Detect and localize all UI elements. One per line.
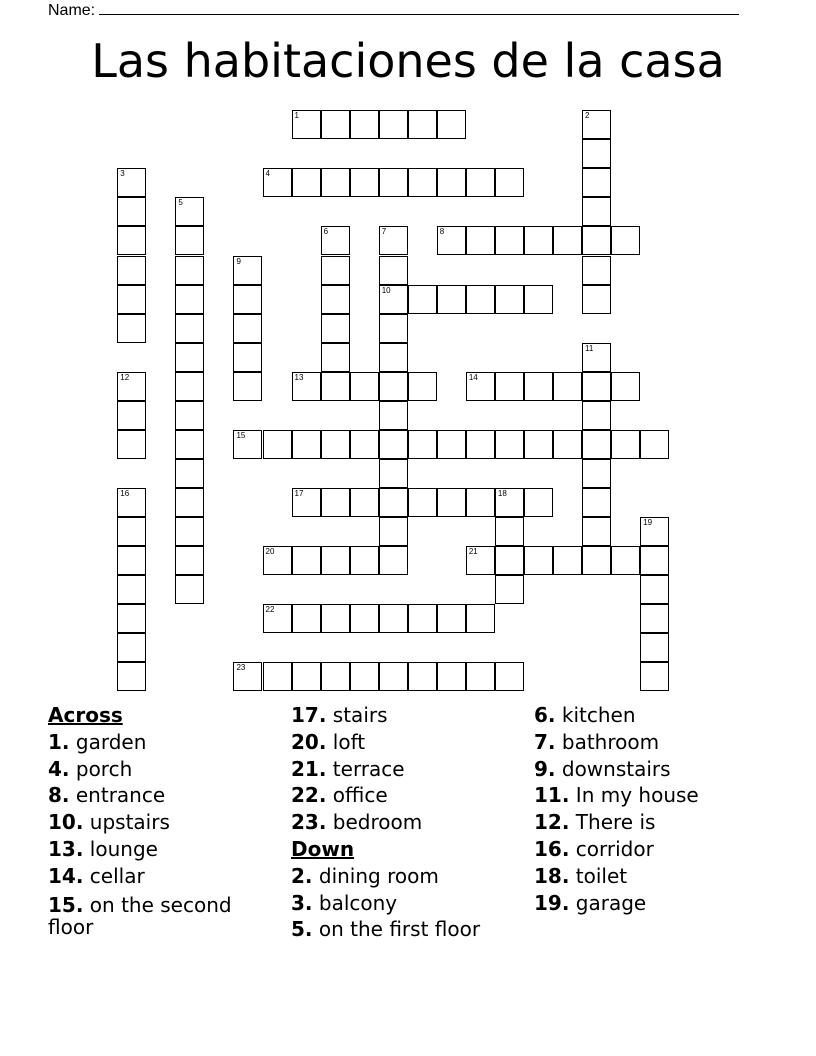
crossword-cell[interactable] [582,401,611,430]
crossword-cell[interactable] [117,401,146,430]
clue-number: 13 [294,372,304,382]
crossword-cell[interactable] [495,662,524,691]
crossword-cell[interactable] [117,633,146,662]
crossword-cell[interactable] [495,575,524,604]
crossword-cell[interactable] [263,168,292,197]
crossword-cell[interactable] [263,662,292,691]
crossword-cell[interactable] [117,488,146,517]
clue-number: 20 [265,547,275,556]
crossword-cell[interactable] [524,488,553,517]
crossword-cell[interactable] [321,604,350,633]
crossword-cell[interactable] [175,488,204,517]
crossword-cell[interactable] [117,430,146,459]
crossword-cell[interactable] [611,430,640,459]
clue-across: 17. stairs [291,703,388,727]
clue-number: 6 [323,227,329,237]
crossword-cell[interactable] [292,110,321,139]
crossword-cell[interactable] [466,430,495,459]
page-title: Las habitaciones de la casa [91,34,725,88]
crossword-cell[interactable] [350,488,379,517]
crossword-cell[interactable] [582,517,611,546]
clue-number: 10 [381,285,391,295]
crossword-cell[interactable] [292,546,321,575]
crossword-cell[interactable] [640,546,669,575]
name-label: Name: [48,2,96,19]
crossword-cell[interactable] [466,546,495,575]
crossword-cell[interactable] [640,633,669,662]
crossword-cell[interactable] [321,168,350,197]
clue-across: 10. upstairs [48,810,170,835]
crossword-cell[interactable] [582,372,611,401]
clue-number: 3 [120,169,125,179]
crossword-cell[interactable] [408,662,437,691]
crossword-cell[interactable] [117,546,146,575]
crossword-cell[interactable] [524,546,553,575]
crossword-cell[interactable] [408,604,437,633]
crossword-cell[interactable] [292,168,321,197]
crossword-cell[interactable] [321,314,350,343]
crossword-cell[interactable] [553,430,582,459]
crossword-cell[interactable] [233,430,262,459]
crossword-cell[interactable] [321,546,350,575]
crossword-cell[interactable] [437,662,466,691]
crossword-cell[interactable] [495,488,524,517]
crossword-cell[interactable] [175,372,204,401]
crossword-cell[interactable] [379,110,408,139]
crossword-cell[interactable] [350,110,379,139]
crossword-cell[interactable] [175,285,204,314]
crossword-cell[interactable] [379,168,408,197]
crossword-cell[interactable] [640,430,669,459]
crossword-cell[interactable] [350,430,379,459]
crossword-cell[interactable] [175,256,204,285]
clue-down: 6. kitchen [534,703,636,727]
crossword-cell[interactable] [117,372,146,401]
clue-down: 19. garage [534,890,647,915]
crossword-cell[interactable] [582,488,611,517]
crossword-cell[interactable] [175,401,204,430]
crossword-cell[interactable] [437,285,466,314]
crossword-cell[interactable] [582,459,611,488]
crossword-cell[interactable] [437,226,466,255]
clue-number: 18 [497,488,507,498]
clue-number: 17 [294,488,304,498]
clue-across: 14. cellar [48,863,145,888]
crossword-cell[interactable] [379,256,408,285]
clue-number: 4 [265,169,270,179]
crossword-cell[interactable] [233,256,262,285]
clue-number: 2 [585,111,590,121]
crossword-cell[interactable] [175,459,204,488]
clue-number: 5 [178,198,183,208]
clue-down: 11. In my house [534,783,699,808]
clue-across: 8. entrance [48,783,166,808]
crossword-cell[interactable] [350,546,379,575]
crossword-cell[interactable] [321,430,350,459]
crossword-cell[interactable] [175,226,204,255]
crossword-cell[interactable] [263,604,292,633]
crossword-cell[interactable] [117,575,146,604]
crossword-cell[interactable] [292,662,321,691]
down-heading: Down [291,836,355,861]
clue-across: 13. lounge [48,836,158,861]
crossword-cell[interactable] [408,168,437,197]
crossword-cell[interactable] [582,343,611,372]
crossword-cell[interactable] [524,226,553,255]
clue-number: 7 [381,227,387,237]
crossword-cell[interactable] [379,372,408,401]
clue-number: 14 [468,372,478,382]
crossword-cell[interactable] [321,372,350,401]
crossword-cell[interactable] [553,372,582,401]
clue-across: 23. bedroom [291,810,423,835]
crossword-cell[interactable] [379,488,408,517]
clue-down: 18. toilet [534,863,628,888]
crossword-cell[interactable] [321,226,350,255]
crossword-cell[interactable] [263,546,292,575]
crossword-cell[interactable] [117,314,146,343]
crossword-cell[interactable] [466,168,495,197]
crossword-cell[interactable] [350,604,379,633]
crossword-cell[interactable] [611,372,640,401]
crossword-cell[interactable] [233,285,262,314]
across-heading: Across [48,703,123,727]
clue-number: 11 [585,343,594,353]
crossword-cell[interactable] [233,314,262,343]
crossword-cell[interactable] [321,662,350,691]
crossword-cell[interactable] [379,285,408,314]
crossword-cell[interactable] [292,604,321,633]
crossword-cell[interactable] [233,662,262,691]
crossword-cell[interactable] [466,662,495,691]
crossword-cell[interactable] [379,604,408,633]
crossword-cell[interactable] [379,226,408,255]
crossword-cell[interactable] [117,168,146,197]
crossword-cell[interactable] [175,575,204,604]
clue-down: 16. corridor [534,836,654,861]
crossword-cell[interactable] [321,285,350,314]
crossword-cell[interactable] [117,604,146,633]
crossword-cell[interactable] [117,197,146,226]
crossword-cell[interactable] [640,575,669,604]
crossword-cell[interactable] [640,604,669,633]
clue-down: 2. dining room [291,863,439,888]
crossword-cell[interactable] [582,226,611,255]
clue-number: 16 [120,488,130,498]
crossword-cell[interactable] [175,546,204,575]
crossword-cell[interactable] [117,226,146,255]
crossword-cell[interactable] [582,168,611,197]
crossword-cell[interactable] [524,285,553,314]
crossword-cell[interactable] [379,662,408,691]
clue-across: 22. office [291,783,388,808]
clue-number: 8 [439,227,445,237]
clue-number: 12 [120,372,130,382]
crossword-cell[interactable] [350,372,379,401]
crossword-cell[interactable] [582,110,611,139]
crossword-cell[interactable] [495,168,524,197]
crossword-cell[interactable] [175,517,204,546]
crossword-cell[interactable] [437,604,466,633]
crossword-cell[interactable] [408,488,437,517]
crossword-cell[interactable] [611,226,640,255]
crossword-cell[interactable] [466,285,495,314]
crossword-cell[interactable] [175,197,204,226]
crossword-cell[interactable] [408,110,437,139]
crossword-cell[interactable] [117,517,146,546]
crossword-cell[interactable] [408,285,437,314]
clue-number: 21 [468,547,478,556]
crossword-cell[interactable] [640,662,669,691]
clue-number: 1 [294,111,299,121]
crossword-cell[interactable] [321,488,350,517]
crossword-cell[interactable] [466,372,495,401]
crossword-cell[interactable] [466,604,495,633]
crossword-cell[interactable] [495,285,524,314]
clue-down: 9. downstairs [534,756,671,781]
clue-across: 20. loft [291,729,366,754]
crossword-cell[interactable] [117,285,146,314]
crossword-cell[interactable] [553,226,582,255]
crossword-cell[interactable] [379,459,408,488]
clue-across: 21. terrace [291,756,405,781]
crossword-cell[interactable] [321,343,350,372]
crossword-cell[interactable] [582,430,611,459]
clue-number: 22 [265,605,275,615]
crossword-cell[interactable] [495,430,524,459]
crossword-cell[interactable] [524,372,553,401]
clue-down: 5. on the first floor [291,917,481,942]
crossword-cell[interactable] [292,488,321,517]
clue-across: 1. garden [48,729,147,754]
crossword-cell[interactable] [495,226,524,255]
crossword-cell[interactable] [379,546,408,575]
clue-number: 15 [236,430,246,440]
crossword-cell[interactable] [408,430,437,459]
crossword-cell[interactable] [350,168,379,197]
clues-column-1 [48,702,258,942]
crossword-cell[interactable] [292,372,321,401]
crossword-cell[interactable] [117,256,146,285]
clue-across: 15. on the second floor [48,892,232,939]
crossword-cell[interactable] [495,517,524,546]
clues-column-3 [534,702,774,916]
clue-number: 9 [236,256,241,266]
crossword-cell[interactable] [553,546,582,575]
crossword-cell[interactable] [379,343,408,372]
crossword-cell[interactable] [175,314,204,343]
crossword-cell[interactable] [524,430,553,459]
crossword-cell[interactable] [292,430,321,459]
crossword-cell[interactable] [582,139,611,168]
crossword-cell[interactable] [437,430,466,459]
crossword-cell[interactable] [379,517,408,546]
clue-across: 4. porch [48,756,133,781]
crossword-cell[interactable] [233,343,262,372]
crossword-cell[interactable] [437,488,466,517]
crossword-cell[interactable] [437,110,466,139]
crossword-cell[interactable] [321,110,350,139]
crossword-cell[interactable] [582,256,611,285]
crossword-cell[interactable] [582,546,611,575]
crossword-cell[interactable] [350,662,379,691]
crossword-cell[interactable] [582,197,611,226]
clue-number: 23 [236,663,246,673]
crossword-cell[interactable] [379,430,408,459]
crossword-cell[interactable] [495,372,524,401]
clue-down: 7. bathroom [534,729,660,754]
crossword-cell[interactable] [175,343,204,372]
crossword-cell[interactable] [233,372,262,401]
clue-down: 12. There is [534,810,656,835]
crossword-cell[interactable] [495,546,524,575]
crossword-cell[interactable] [117,662,146,691]
crossword-cell[interactable] [379,401,408,430]
crossword-cell[interactable] [263,430,292,459]
crossword-cell[interactable] [437,168,466,197]
clues-column-2 [291,702,521,943]
crossword-cell[interactable] [175,430,204,459]
crossword-cell[interactable] [640,517,669,546]
crossword-cell[interactable] [466,226,495,255]
crossword-cell[interactable] [321,256,350,285]
crossword-cell[interactable] [582,285,611,314]
crossword-cell[interactable] [408,372,437,401]
crossword-cell[interactable] [466,488,495,517]
crossword-cell[interactable] [611,546,640,575]
crossword-cell[interactable] [379,314,408,343]
clue-number: 19 [643,517,653,527]
clue-down: 3. balcony [291,890,398,915]
